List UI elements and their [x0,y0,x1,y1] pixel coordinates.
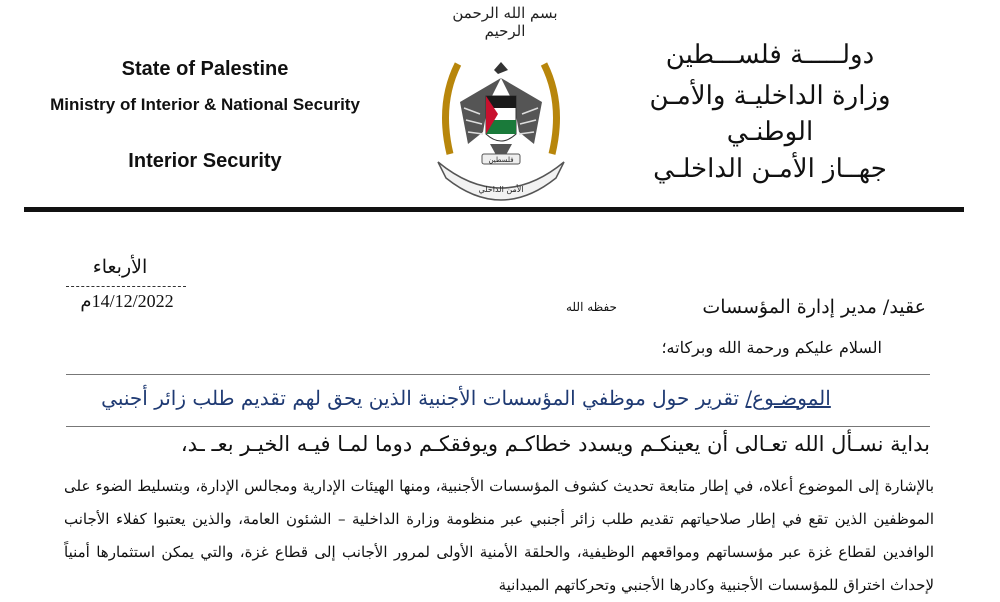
english-ministry-name: Ministry of Interior & National Security [50,95,360,114]
arabic-country-name: دولـــــة فلســـطين [665,40,875,70]
english-country-name: State of Palestine [121,58,289,80]
basmala: بسم الله الرحمن الرحيم [452,4,558,40]
arabic-department-name: جهــاز الأمـن الداخلـي [653,154,887,184]
emblem-text-security: الأمن الداخلي [478,185,524,194]
subject-bottom-divider [66,426,930,427]
letter-body: بالإشارة إلى الموضوع أعلاه، في إطار متابعة تحديث كشوف المؤسسات الأجنبية، ومنها الهيئات الإدارية ومجالس الإدارة، وبتسليط الضوء على الموظفين الذين تقع في إطار صلاحياتهم تقديم طلب زائر أجنبي عبر منظومة وزارة الداخلية – الشئون العامة، والذين يعتبوا كفلاء الأجانب الوافدين لقطاع غزة عبر مؤسساتهم ومواقعهم الوظيفية، والحلقة الأمنية الأولى لمرور الأجانب إلى قطاع غزة، والتي يمكن استثمارها أمنياً لإحداث اختراق للمؤسسات الأجنبية وكادرها الأجنبي وتحركاتهم الميدانية [64,477,934,594]
letter-day: الأربعاء [92,256,148,278]
emblem-text-palestine: فلسطين [488,156,514,164]
letter-date: 14/12/2022م [80,291,174,311]
letter-subject [66,386,866,410]
date-divider [66,286,186,287]
letter-intro: بداية نسـأل الله تعـالى أن يعينكـم ويسدد خطاكـم ويوفقكـم دوما لمـا فيـه الخيـر بعـ ـد، [180,432,930,456]
subject-text: تقرير حول موظفي المؤسسات الأجنبية الذين يحق لهم تقديم طلب زائر أجنبي [101,386,740,410]
subject-top-divider [66,374,930,375]
addressee-honorific: حفظه الله [566,300,617,314]
english-department-name: Interior Security [128,150,282,172]
arabic-ministry-name: وزارة الداخليـة والأمـن الوطنـي [649,81,891,147]
subject-label: الموضـوع/ [745,386,831,410]
header-divider [24,207,964,212]
letter-addressee: عقيد/ مدير إدارة المؤسسات [702,296,926,318]
palestine-eagle-emblem [428,44,574,204]
letter-greeting: السلام عليكم ورحمة الله وبركاته؛ [661,338,882,357]
